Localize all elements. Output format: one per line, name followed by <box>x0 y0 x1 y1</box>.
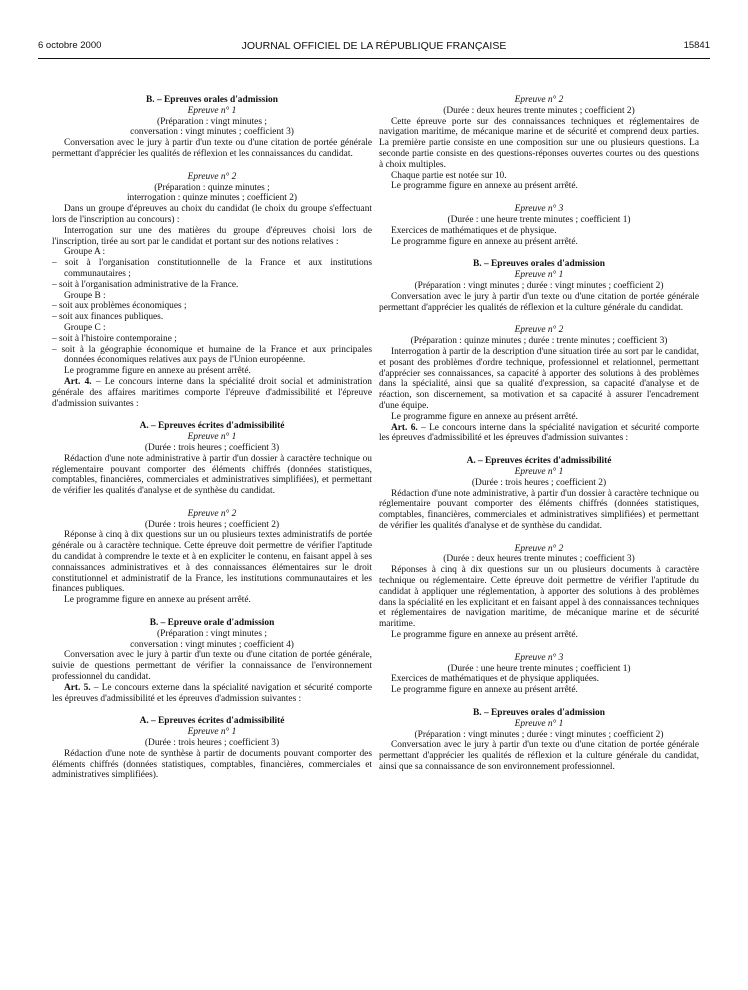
section-heading: A. – Epreuves écrites d'admissibilité <box>466 456 612 467</box>
page-number: 15841 <box>683 40 710 51</box>
article-text: – Le concours interne dans la spécialité droit social et administration générale des affaires maritimes comporte l'épreuve d'admissibilité et l'épreuve d'admission suivantes : <box>52 376 372 409</box>
conditions: (Durée : trois heures ; coefficient 3) <box>144 738 280 749</box>
epreuve-label: Epreuve n° 1 <box>514 466 564 477</box>
page-header <box>38 40 710 56</box>
header-date: 6 octobre 2000 <box>38 40 102 51</box>
article-label: Art. 4. <box>64 376 92 387</box>
paragraph: Réponses à cinq à dix questions sur un ou plusieurs documents à caractère technique ou réglementaire. Cette épreuve doit permettre de vérifier l'aptitude du candidat à appliquer une réglementation, à apporter des solutions à des problèmes dans la spécialité en les explicitant et en faisant appel à des connaissances techniques et réglementaires de navigation maritime, de mécanique marine et de sécurité maritime. <box>379 565 699 630</box>
epreuve-label: Epreuve n° 1 <box>514 270 564 281</box>
paragraph: Conversation avec le jury à partir d'un texte ou d'une citation de portée générale permettant d'apprécier les qualités de réflexion et la culture générale du candidat, ainsi que sa connaissance de son environnement professionnel. <box>379 740 699 773</box>
section-heading: B. – Epreuves orales d'admission <box>473 259 605 270</box>
paragraph: Exercices de mathématiques et de physique. <box>391 225 557 236</box>
paragraph: Rédaction d'une note administrative à partir d'un dossier à caractère technique ou réglementaire pouvant comporter des éléments chiffrés (données statistiques, comptables, financières, commerciales et administratives simplifiées), et permettant de vérifier les qualités d'analyse et de synthèse du candidat. <box>52 453 372 497</box>
section-heading: A. – Epreuves écrites d'admissibilité <box>139 421 285 432</box>
epreuve-label: Epreuve n° 1 <box>187 727 237 738</box>
paragraph: Conversation avec le jury à partir d'un texte ou d'une citation de portée générale, suivie de questions permettant de vérifier la connaissance de l'environnement professionnel du candidat. <box>52 650 372 683</box>
list-item: – soit à l'organisation constitutionnelle de la France et aux institutions communautaires ; <box>52 258 372 279</box>
conditions: (Préparation : vingt minutes ; <box>157 628 267 639</box>
article-label: Art. 6. <box>391 422 418 433</box>
epreuve-label: Epreuve n° 3 <box>514 652 564 663</box>
article-4 <box>52 377 372 409</box>
paragraph: Le programme figure en annexe au présent arrêté. <box>64 595 251 606</box>
paragraph: Conversation avec le jury à partir d'un texte ou d'une citation de portée générale permettant d'apprécier les qualités de réflexion et les connaissances du candidat. <box>52 138 372 159</box>
journal-title: JOURNAL OFFICIEL DE LA RÉPUBLIQUE FRANÇAISE <box>241 40 507 52</box>
conditions: (Durée : trois heures ; coefficient 2) <box>471 477 607 488</box>
epreuve-label: Epreuve n° 3 <box>514 204 564 215</box>
epreuve-label: Epreuve n° 2 <box>187 171 237 182</box>
left-column <box>52 95 372 781</box>
paragraph: Réponse à cinq à dix questions sur un ou plusieurs textes administratifs de portée générale ou à caractère technique. Cette épreuve doit permettre de vérifier l'aptitude du candidat à comprendre le texte et à en expliciter le contenu, en faisant appel à ses connaissances administratives et à des connaissances élémentaires sur le droit constitutionnel et administratif de la France, les institutions communautaires et les finances publiques. <box>52 530 372 595</box>
conditions: (Durée : deux heures trente minutes ; coefficient 3) <box>443 554 635 565</box>
section-heading: B. – Epreuves orales d'admission <box>473 708 605 719</box>
conditions: (Durée : trois heures ; coefficient 2) <box>144 519 280 530</box>
paragraph: Interrogation à partir de la description d'une situation tirée au sort par le candidat, et posant des problèmes d'ordre technique, professionnel et relationnel, permettant d'apprécier ses connaissances, sa capacité à apporter des solutions à des problèmes dans la spécialité, ainsi que sa qualité d'expression, sa capacité d'analyse et de réaction, son discernement, sa motivation et sa capacité à assurer l'encadrement d'une équipe. <box>379 346 699 411</box>
paragraph: Dans un groupe d'épreuves au choix du candidat (le choix du groupe s'effectuant lors de l'inscription au concours) : <box>52 204 372 225</box>
list-item: – soit à l'organisation administrative de la France. <box>52 279 239 290</box>
conditions: (Préparation : vingt minutes ; durée : vingt minutes ; coefficient 2) <box>414 280 664 291</box>
epreuve-label: Epreuve n° 1 <box>187 432 237 443</box>
conditions: (Durée : trois heures ; coefficient 3) <box>144 442 280 453</box>
conditions: conversation : vingt minutes ; coefficient 3) <box>130 127 294 138</box>
article-label: Art. 5. <box>64 682 91 693</box>
list-item: – soit aux finances publiques. <box>52 312 164 323</box>
epreuve-label: Epreuve n° 2 <box>514 543 564 554</box>
header-rule <box>38 58 710 59</box>
paragraph: Cette épreuve porte sur des connaissances techniques et réglementaires de navigation maritime, de mécanique marine et de sécurité et comprend deux parties. La première partie consiste en une composition sur une ou plusieurs questions. La seconde partie consiste en des questions-réponses ouvertes courtes ou des questions à choix multiples. <box>379 116 699 170</box>
conditions: interrogation : quinze minutes ; coefficient 2) <box>126 193 298 204</box>
section-heading: A. – Epreuves écrites d'admissibilité <box>139 716 285 727</box>
conditions: (Durée : deux heures trente minutes ; coefficient 2) <box>443 105 635 116</box>
article-6 <box>379 423 699 445</box>
conditions: (Durée : une heure trente minutes ; coefficient 1) <box>447 663 631 674</box>
conditions: (Préparation : quinze minutes ; durée : trente minutes ; coefficient 3) <box>410 336 668 347</box>
conditions: (Durée : une heure trente minutes ; coefficient 1) <box>447 214 631 225</box>
paragraph: Le programme figure en annexe au présent arrêté. <box>391 685 578 696</box>
section-heading: B. – Epreuve orale d'admission <box>149 618 275 629</box>
epreuve-label: Epreuve n° 1 <box>514 718 564 729</box>
list-item: – soit à la géographie économique et humaine de la France et aux principales données économiques relatives aux pays de l'Union européenne. <box>52 344 372 366</box>
paragraph: Le programme figure en annexe au présent arrêté. <box>391 181 578 192</box>
list-item: – soit aux problèmes économiques ; <box>52 301 187 312</box>
paragraph: Le programme figure en annexe au présent arrêté. <box>64 366 251 377</box>
paragraph: Chaque partie est notée sur 10. <box>391 170 507 181</box>
conditions: (Préparation : vingt minutes ; <box>157 116 267 127</box>
article-text: – Le concours externe dans la spécialité navigation et sécurité comporte les épreuves d'admissibilité et les épreuves d'admission suivantes : <box>52 682 372 704</box>
conditions: (Préparation : vingt minutes ; durée : vingt minutes ; coefficient 2) <box>414 729 664 740</box>
section-heading: B. – Epreuves orales d'admission <box>146 95 278 105</box>
group-label: Groupe B : <box>64 290 106 301</box>
paragraph: Le programme figure en annexe au présent arrêté. <box>391 236 578 247</box>
paragraph: Le programme figure en annexe au présent arrêté. <box>391 411 578 422</box>
group-label: Groupe A : <box>64 247 106 258</box>
paragraph: Conversation avec le jury à partir d'un texte ou d'une citation de portée générale permettant d'apprécier les qualités de réflexion et la culture générale du candidat. <box>379 291 699 313</box>
paragraph: Exercices de mathématiques et de physique appliquées. <box>391 674 599 685</box>
article-5 <box>52 683 372 705</box>
paragraph: Le programme figure en annexe au présent arrêté. <box>391 630 578 641</box>
list-item: – soit à l'histoire contemporaine ; <box>52 333 177 344</box>
paragraph: Rédaction d'une note administrative, à partir d'un dossier à caractère technique ou réglementaire pouvant comporter des éléments chiffrés (données statistiques, comptables, financières, commerciales et administratives simplifiées) et permettant de vérifier les qualités d'analyse et de synthèse du candidat. <box>379 488 699 531</box>
article-text: – Le concours interne dans la spécialité navigation et sécurité comporte les épreuves d'admissibilité et les épreuves d'admission suivantes : <box>379 422 699 444</box>
group-label: Groupe C : <box>64 322 106 333</box>
right-column <box>379 95 699 773</box>
conditions: (Préparation : quinze minutes ; <box>154 182 270 193</box>
epreuve-label: Epreuve n° 2 <box>514 95 564 105</box>
epreuve-label: Epreuve n° 2 <box>187 508 237 519</box>
epreuve-label: Epreuve n° 1 <box>187 105 237 116</box>
conditions: conversation : vingt minutes ; coefficient 4) <box>130 639 294 650</box>
paragraph: Interrogation sur une des matières du groupe d'épreuves choisi lors de l'inscription, tirée au sort par le candidat et portant sur des notions relatives : <box>52 225 372 247</box>
paragraph: Rédaction d'une note de synthèse à partir de documents pouvant comporter des éléments chiffrés (données statistiques, comptables, financières, commerciales et administratives simplifiées). <box>52 748 372 781</box>
epreuve-label: Epreuve n° 2 <box>514 325 564 336</box>
